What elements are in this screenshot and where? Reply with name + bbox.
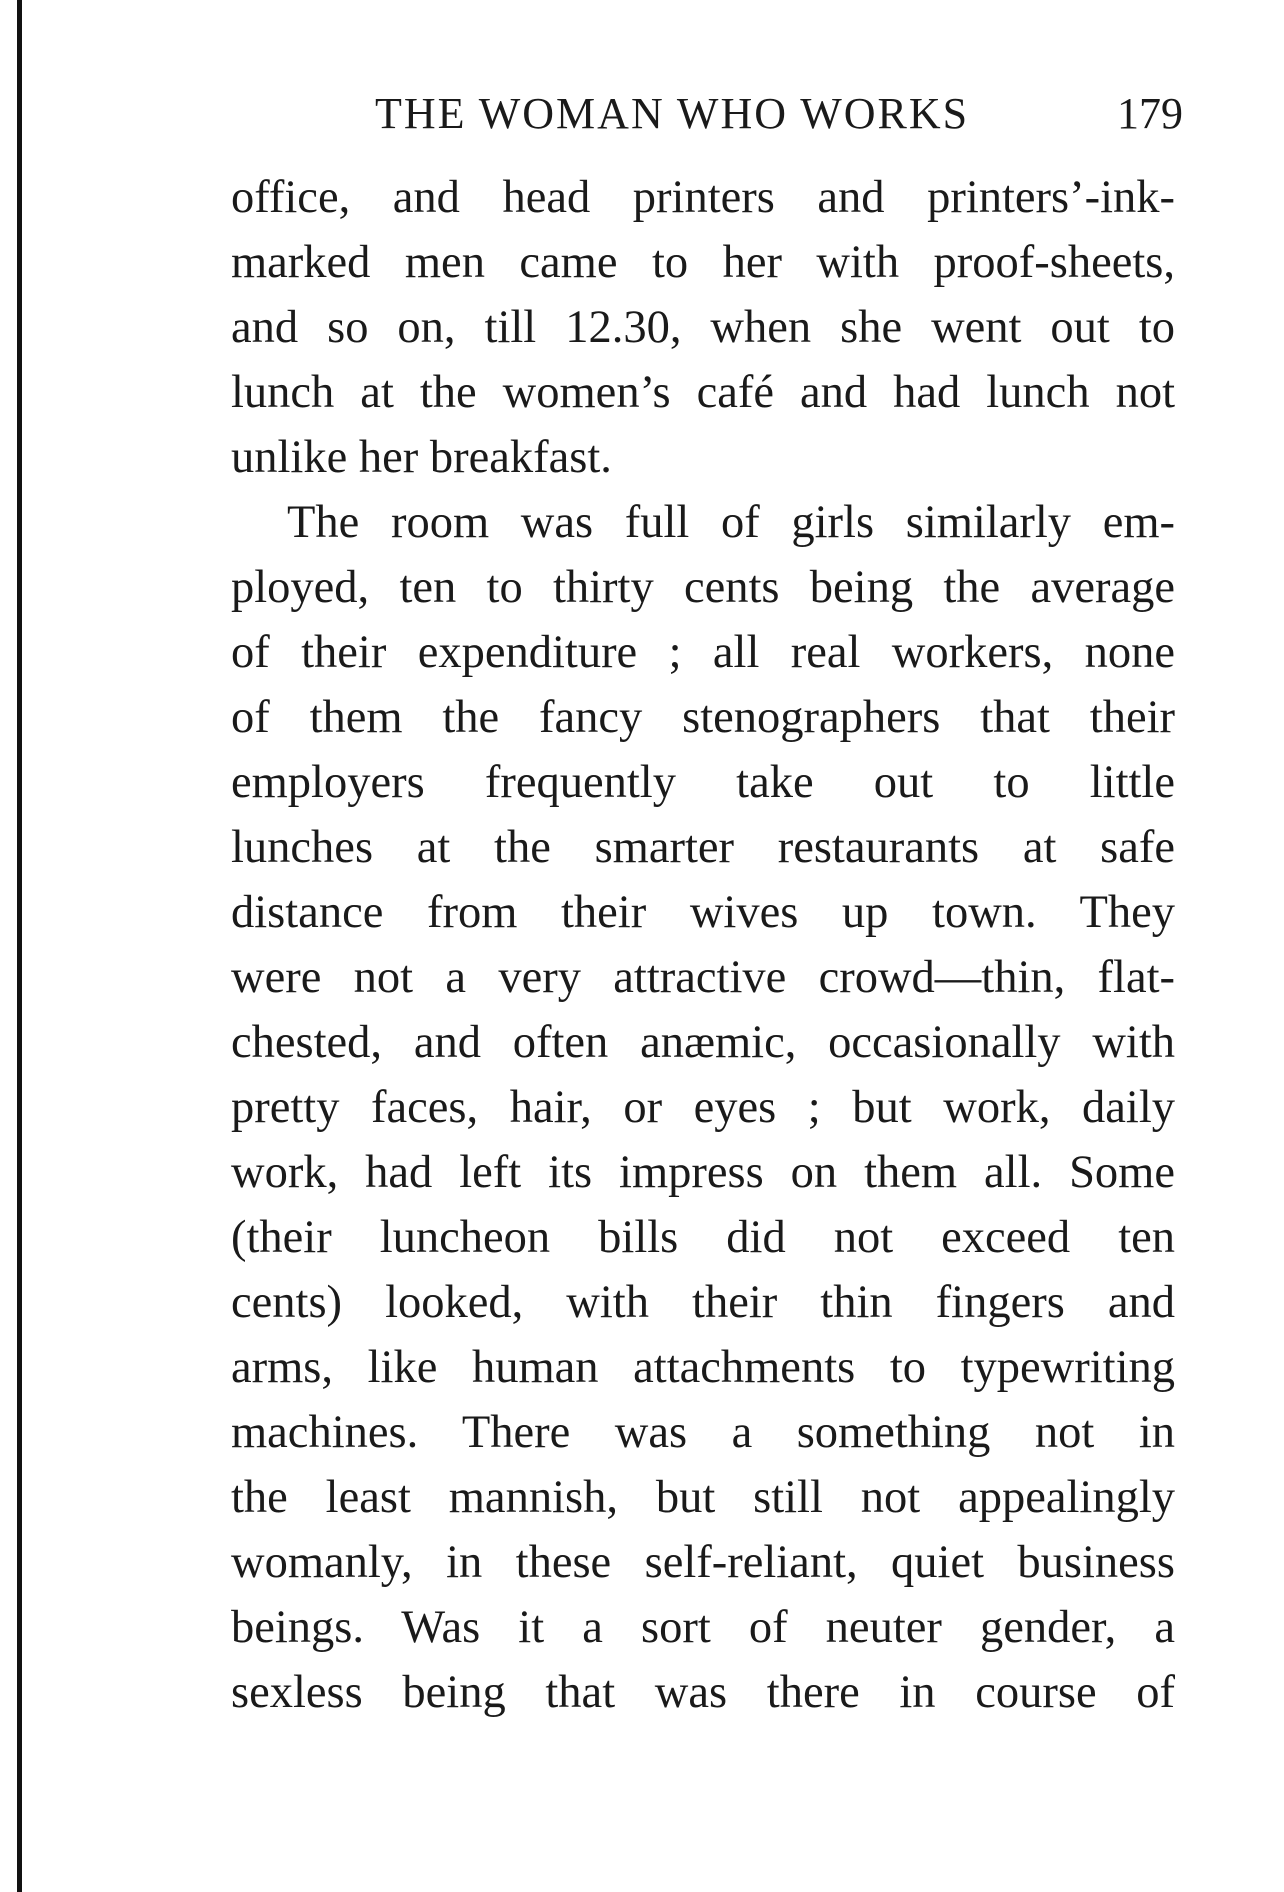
text-line: office, and head printers and printers’-ink- — [231, 172, 1175, 223]
text-line: ployed, ten to thirty cents being the average — [231, 562, 1175, 613]
page-binding-edge — [17, 0, 22, 1892]
text-line: womanly, in these self-reliant, quiet business — [231, 1537, 1175, 1588]
paragraph-2 — [231, 490, 1175, 1725]
text-line: employers frequently take out to little — [231, 757, 1175, 808]
text-line: lunches at the smarter restaurants at safe — [231, 822, 1175, 873]
body-text — [231, 165, 1175, 1725]
text-line: chested, and often anæmic, occasionally with — [231, 1017, 1175, 1068]
text-line: of their expenditure ; all real workers, none — [231, 627, 1175, 678]
text-line: and so on, till 12.30, when she went out to — [231, 302, 1175, 353]
page-number: 179 — [1117, 89, 1183, 138]
running-title: THE WOMAN WHO WORKS — [375, 89, 970, 138]
paragraph-1 — [231, 165, 1175, 490]
text-line: work, had left its impress on them all. Some — [231, 1147, 1175, 1198]
running-head — [375, 88, 1183, 148]
text-line: lunch at the women’s café and had lunch not — [231, 367, 1175, 418]
text-line: arms, like human attachments to typewriting — [231, 1342, 1175, 1393]
text-line: beings. Was it a sort of neuter gender, a — [231, 1602, 1175, 1653]
text-line: pretty faces, hair, or eyes ; but work, daily — [231, 1082, 1175, 1133]
text-line: were not a very attractive crowd—thin, flat- — [231, 952, 1175, 1003]
text-line: the least mannish, but still not appealingly — [231, 1472, 1175, 1523]
text-line: unlike her breakfast. — [231, 432, 612, 483]
text-line: cents) looked, with their thin fingers and — [231, 1277, 1175, 1328]
text-line: machines. There was a something not in — [231, 1407, 1175, 1458]
text-line: marked men came to her with proof-sheets, — [231, 237, 1175, 288]
text-line: The room was full of girls similarly em- — [287, 497, 1175, 548]
text-line: of them the fancy stenographers that their — [231, 692, 1175, 743]
text-line: sexless being that was there in course of — [231, 1667, 1175, 1718]
text-line: distance from their wives up town. They — [231, 887, 1175, 938]
text-line: (their luncheon bills did not exceed ten — [231, 1212, 1175, 1263]
